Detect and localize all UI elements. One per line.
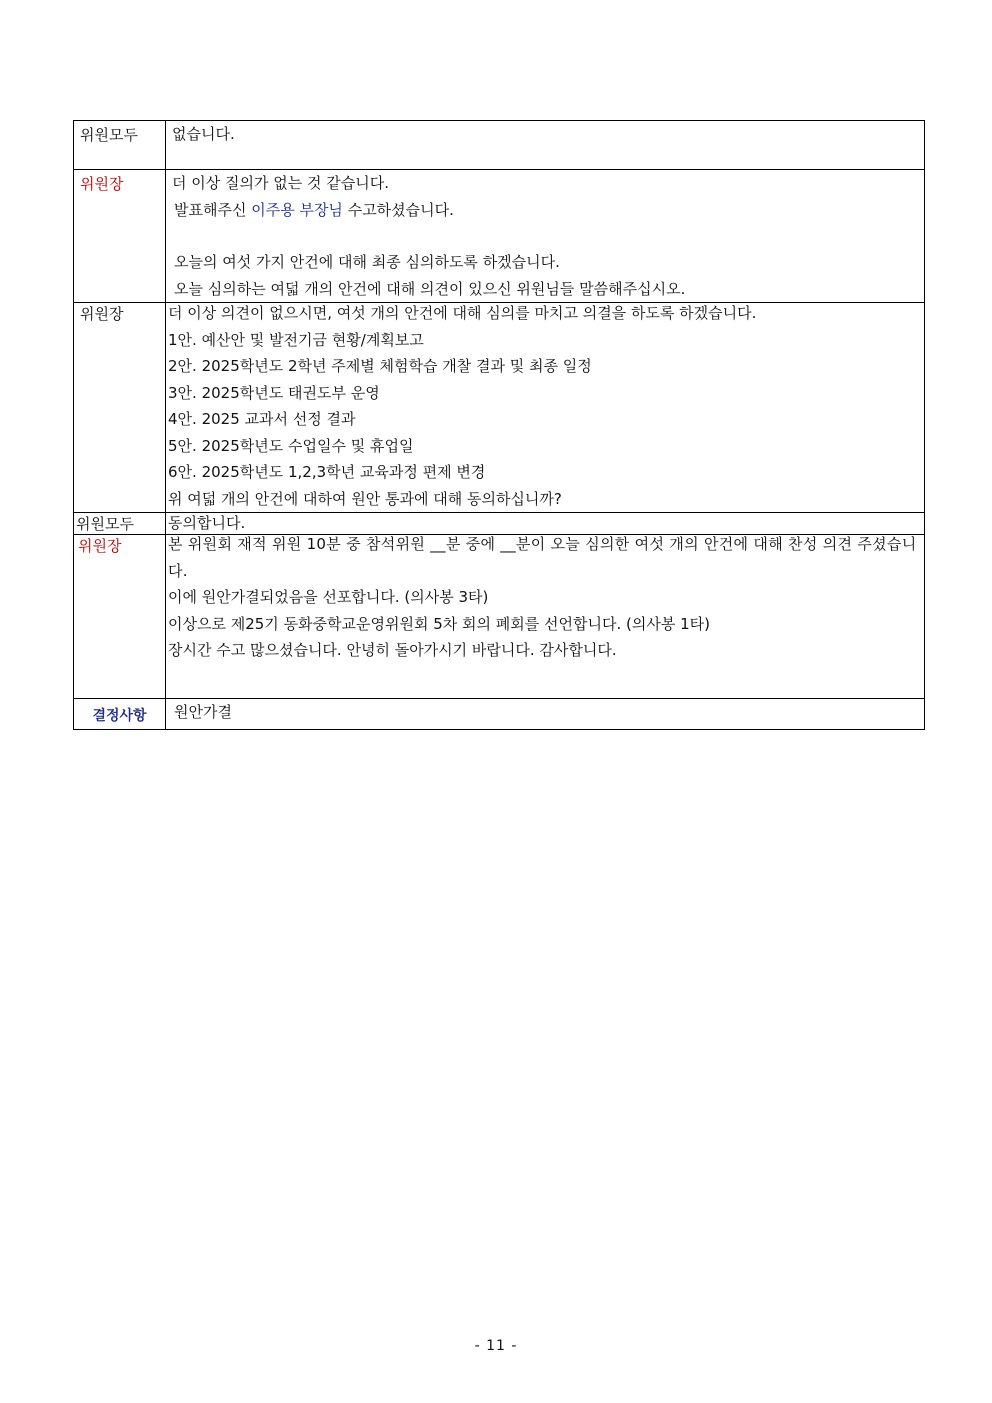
content-line: 4안. 2025 교과서 선정 결과 [168, 410, 356, 428]
speaker-label: 위원장 [78, 537, 122, 555]
content-line: 이에 원안가결되었음을 선포합니다. (의사봉 3타) [168, 588, 489, 606]
speaker-cell [74, 699, 166, 730]
speaker-label: 위원장 [80, 305, 124, 323]
presenter-name: 이주용 부장님 [251, 200, 343, 219]
content-line [168, 197, 922, 224]
page-number: - 11 - [474, 1338, 518, 1354]
content-line: 오늘의 여섯 가지 안건에 대해 최종 심의하도록 하겠습니다. [174, 253, 560, 271]
speaker-cell [74, 303, 166, 513]
speaker-cell [74, 170, 166, 303]
content-line: 5안. 2025학년도 수업일수 및 휴업일 [168, 436, 414, 455]
table-row [74, 121, 925, 170]
speaker-label: 위원모두 [80, 126, 138, 144]
content-line: 6안. 2025학년도 1,2,3학년 교육과정 편제 변경 [168, 463, 486, 481]
content-cell [166, 170, 925, 303]
content-line: 1안. 예산안 및 발전기금 현황/계획보고 [168, 330, 424, 349]
content-line: 없습니다. [172, 125, 235, 143]
decision-label: 결정사항 [92, 708, 147, 724]
table-row [74, 699, 925, 730]
content-line: 동의합니다. [168, 514, 246, 532]
content-line: 3안. 2025학년도 태권도부 운영 [168, 383, 380, 402]
content-cell [166, 303, 925, 513]
table-row [74, 170, 925, 303]
content-text: 발표해주신 [174, 200, 252, 219]
speaker-cell [74, 121, 166, 170]
blank-line [168, 223, 922, 249]
content-line: 2안. 2025학년도 2학년 주제별 체험학습 개찰 결과 및 최종 일정 [168, 357, 592, 375]
table-row [74, 535, 925, 699]
table-row [74, 303, 925, 513]
minutes-table [73, 120, 925, 730]
content-line: 본 위원회 재적 위원 10분 중 참석위원 __분 중에 __분이 오늘 심의한 여섯 개의 안건에 대해 찬성 의견 주셨습니다. [168, 535, 917, 580]
content-line: 위 여덟 개의 안건에 대하여 원안 통과에 대해 동의하십니까? [168, 489, 562, 508]
speaker-cell [74, 535, 166, 699]
content-line: 장시간 수고 많으셨습니다. 안녕히 돌아가시기 바랍니다. 감사합니다. [168, 641, 617, 659]
speaker-cell [74, 513, 166, 535]
content-cell [166, 535, 925, 699]
content-text: 수고하셨습니다. [342, 200, 454, 219]
content-line: 이상으로 제25기 동화중학교운영위원회 5차 회의 폐회를 선언합니다. (의사봉 1타) [168, 614, 710, 633]
content-line: 더 이상 질의가 없는 것 같습니다. [172, 174, 389, 192]
content-line: 더 이상 의견이 없으시면, 여섯 개의 안건에 대해 심의를 마치고 의결을 하도록 하겠습니다. [168, 304, 757, 322]
content-line: 오늘 심의하는 여덟 개의 안건에 대해 의견이 있으신 위원님들 말씀해주십시오. [174, 279, 686, 298]
content-cell [166, 121, 925, 170]
decision-value: 원안가결 [174, 703, 232, 721]
speaker-label: 위원장 [80, 175, 124, 193]
speaker-label: 위원모두 [76, 515, 134, 533]
content-cell [166, 699, 925, 730]
